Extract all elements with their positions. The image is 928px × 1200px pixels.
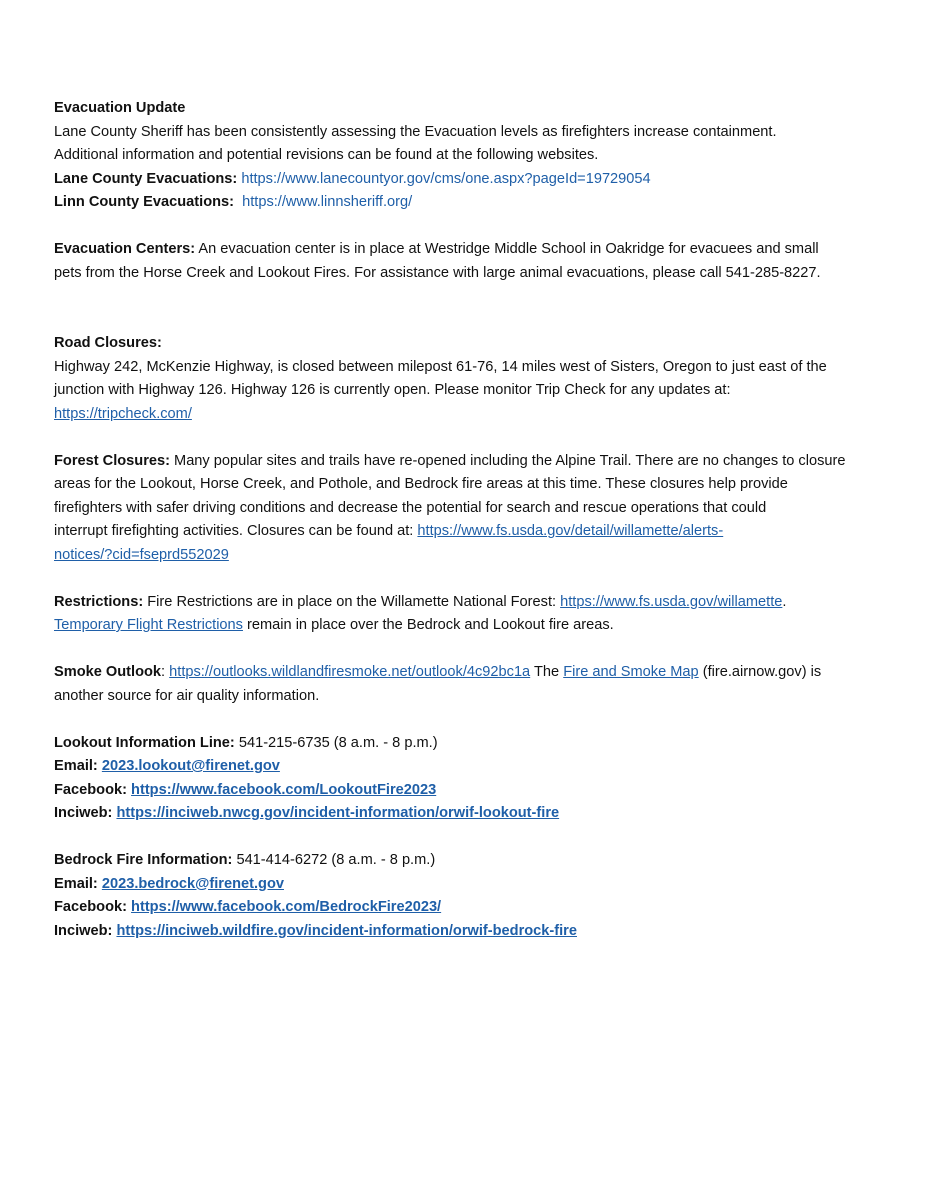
bedrock-info-section — [54, 849, 884, 943]
linn-county-link[interactable]: https://www.linnsheriff.org/ — [242, 194, 413, 210]
bedrock-inciweb-label: Inciweb: — [54, 922, 113, 939]
forest-closures-text-2: areas for the Lookout, Horse Creek, and Pothole, and Bedrock fire areas at this time. These closures help provide — [54, 476, 788, 492]
restrictions-text-1: Fire Restrictions are in place on the Willamette National Forest: — [147, 593, 557, 610]
lookout-inciweb-label: Inciweb: — [54, 805, 113, 821]
bedrock-info-label: Bedrock Fire Information: — [54, 852, 233, 868]
lane-county-link[interactable]: https://www.lanecountyor.gov/cms/one.aspx?pageId=19729054 — [241, 170, 651, 187]
willamette-forest-link[interactable]: https://www.fs.usda.gov/willamette — [560, 593, 783, 610]
evacuation-centers-text-2: pets from the Horse Creek and Lookout Fires. For assistance with large animal evacuations, please call 541-285-8227. — [54, 264, 821, 281]
fire-smoke-map-link[interactable]: Fire and Smoke Map — [563, 664, 699, 680]
evacuation-update-text-2: Additional information and potential revisions can be found at the following websites. — [54, 147, 599, 163]
evacuation-update-heading: Evacuation Update — [54, 100, 186, 116]
bedrock-facebook-link[interactable]: https://www.facebook.com/BedrockFire2023/ — [131, 899, 442, 915]
restrictions-section — [54, 591, 884, 638]
restrictions-period: . — [782, 593, 787, 610]
road-closures-section — [54, 332, 884, 426]
linn-county-label: Linn County Evacuations: — [54, 194, 234, 210]
bedrock-email-label: Email: — [54, 875, 98, 892]
forest-closures-text-1: Many popular sites and trails have re-opened including the Alpine Trail. There are no changes to closure — [174, 452, 846, 469]
lookout-inciweb-link[interactable]: https://inciweb.nwcg.gov/incident-information/orwif-lookout-fire — [116, 805, 560, 821]
road-closures-text-1: Highway 242, McKenzie Highway, is closed between milepost 61-76, 14 miles west of Sisters, Oregon to just east of the — [54, 358, 827, 375]
document-page — [54, 97, 884, 943]
smoke-outlook-text-1: The — [533, 664, 560, 680]
restrictions-text-2: remain in place over the Bedrock and Lookout fire areas. — [247, 617, 614, 633]
evacuation-centers-label: Evacuation Centers: — [54, 241, 196, 257]
bedrock-email-link[interactable]: 2023.bedrock@firenet.gov — [101, 875, 284, 892]
evacuation-update-section — [54, 97, 884, 215]
road-closures-text-2: junction with Highway 126. Highway 126 is currently open. Please monitor Trip Check for any updates at: — [54, 382, 731, 398]
smoke-outlook-label: Smoke Outlook — [54, 664, 162, 680]
lookout-email-label: Email: — [54, 758, 98, 774]
forest-closures-label: Forest Closures: — [54, 452, 170, 469]
temporary-flight-restrictions-link[interactable]: Temporary Flight Restrictions — [54, 617, 243, 633]
smoke-outlook-colon: : — [161, 664, 166, 680]
evacuation-centers-text-1: An evacuation center is in place at Westridge Middle School in Oakridge for evacuees and small — [198, 241, 819, 257]
lookout-info-section — [54, 732, 884, 826]
lookout-facebook-label: Facebook: — [54, 781, 127, 798]
lane-county-label: Lane County Evacuations: — [54, 170, 238, 187]
smoke-outlook-text-3: another source for air quality information. — [54, 687, 320, 704]
lookout-phone: 541-215-6735 (8 a.m. - 8 p.m.) — [238, 734, 438, 751]
lookout-info-label: Lookout Information Line: — [54, 734, 235, 751]
lookout-email-link[interactable]: 2023.lookout@firenet.gov — [101, 758, 280, 774]
smoke-outlook-section — [54, 661, 884, 708]
tripcheck-link[interactable]: https://tripcheck.com/ — [54, 405, 192, 422]
road-closures-label: Road Closures: — [54, 335, 162, 351]
evacuation-centers-section — [54, 238, 884, 285]
evacuation-update-text-1: Lane County Sheriff has been consistently assessing the Evacuation levels as firefighters increase containment. — [54, 123, 777, 140]
lookout-facebook-link[interactable]: https://www.facebook.com/LookoutFire2023 — [131, 781, 437, 798]
forest-alerts-link-part1[interactable]: https://www.fs.usda.gov/detail/willamette/alerts- — [417, 523, 724, 539]
smoke-outlook-link[interactable]: https://outlooks.wildlandfiresmoke.net/outlook/4c92bc1a — [169, 664, 531, 680]
forest-closures-text-4: interrupt firefighting activities. Closures can be found at: — [54, 523, 414, 539]
restrictions-label: Restrictions: — [54, 593, 144, 610]
bedrock-inciweb-link[interactable]: https://inciweb.wildfire.gov/incident-information/orwif-bedrock-fire — [116, 922, 577, 939]
forest-alerts-link-part2[interactable]: notices/?cid=fseprd552029 — [54, 546, 229, 563]
forest-closures-section — [54, 450, 884, 568]
bedrock-facebook-label: Facebook: — [54, 899, 127, 915]
smoke-outlook-text-2: (fire.airnow.gov) is — [702, 664, 822, 680]
forest-closures-text-3: firefighters with safer driving conditions and decrease the potential for search and rescue operations that could — [54, 499, 767, 516]
bedrock-phone: 541-414-6272 (8 a.m. - 8 p.m.) — [236, 852, 436, 868]
